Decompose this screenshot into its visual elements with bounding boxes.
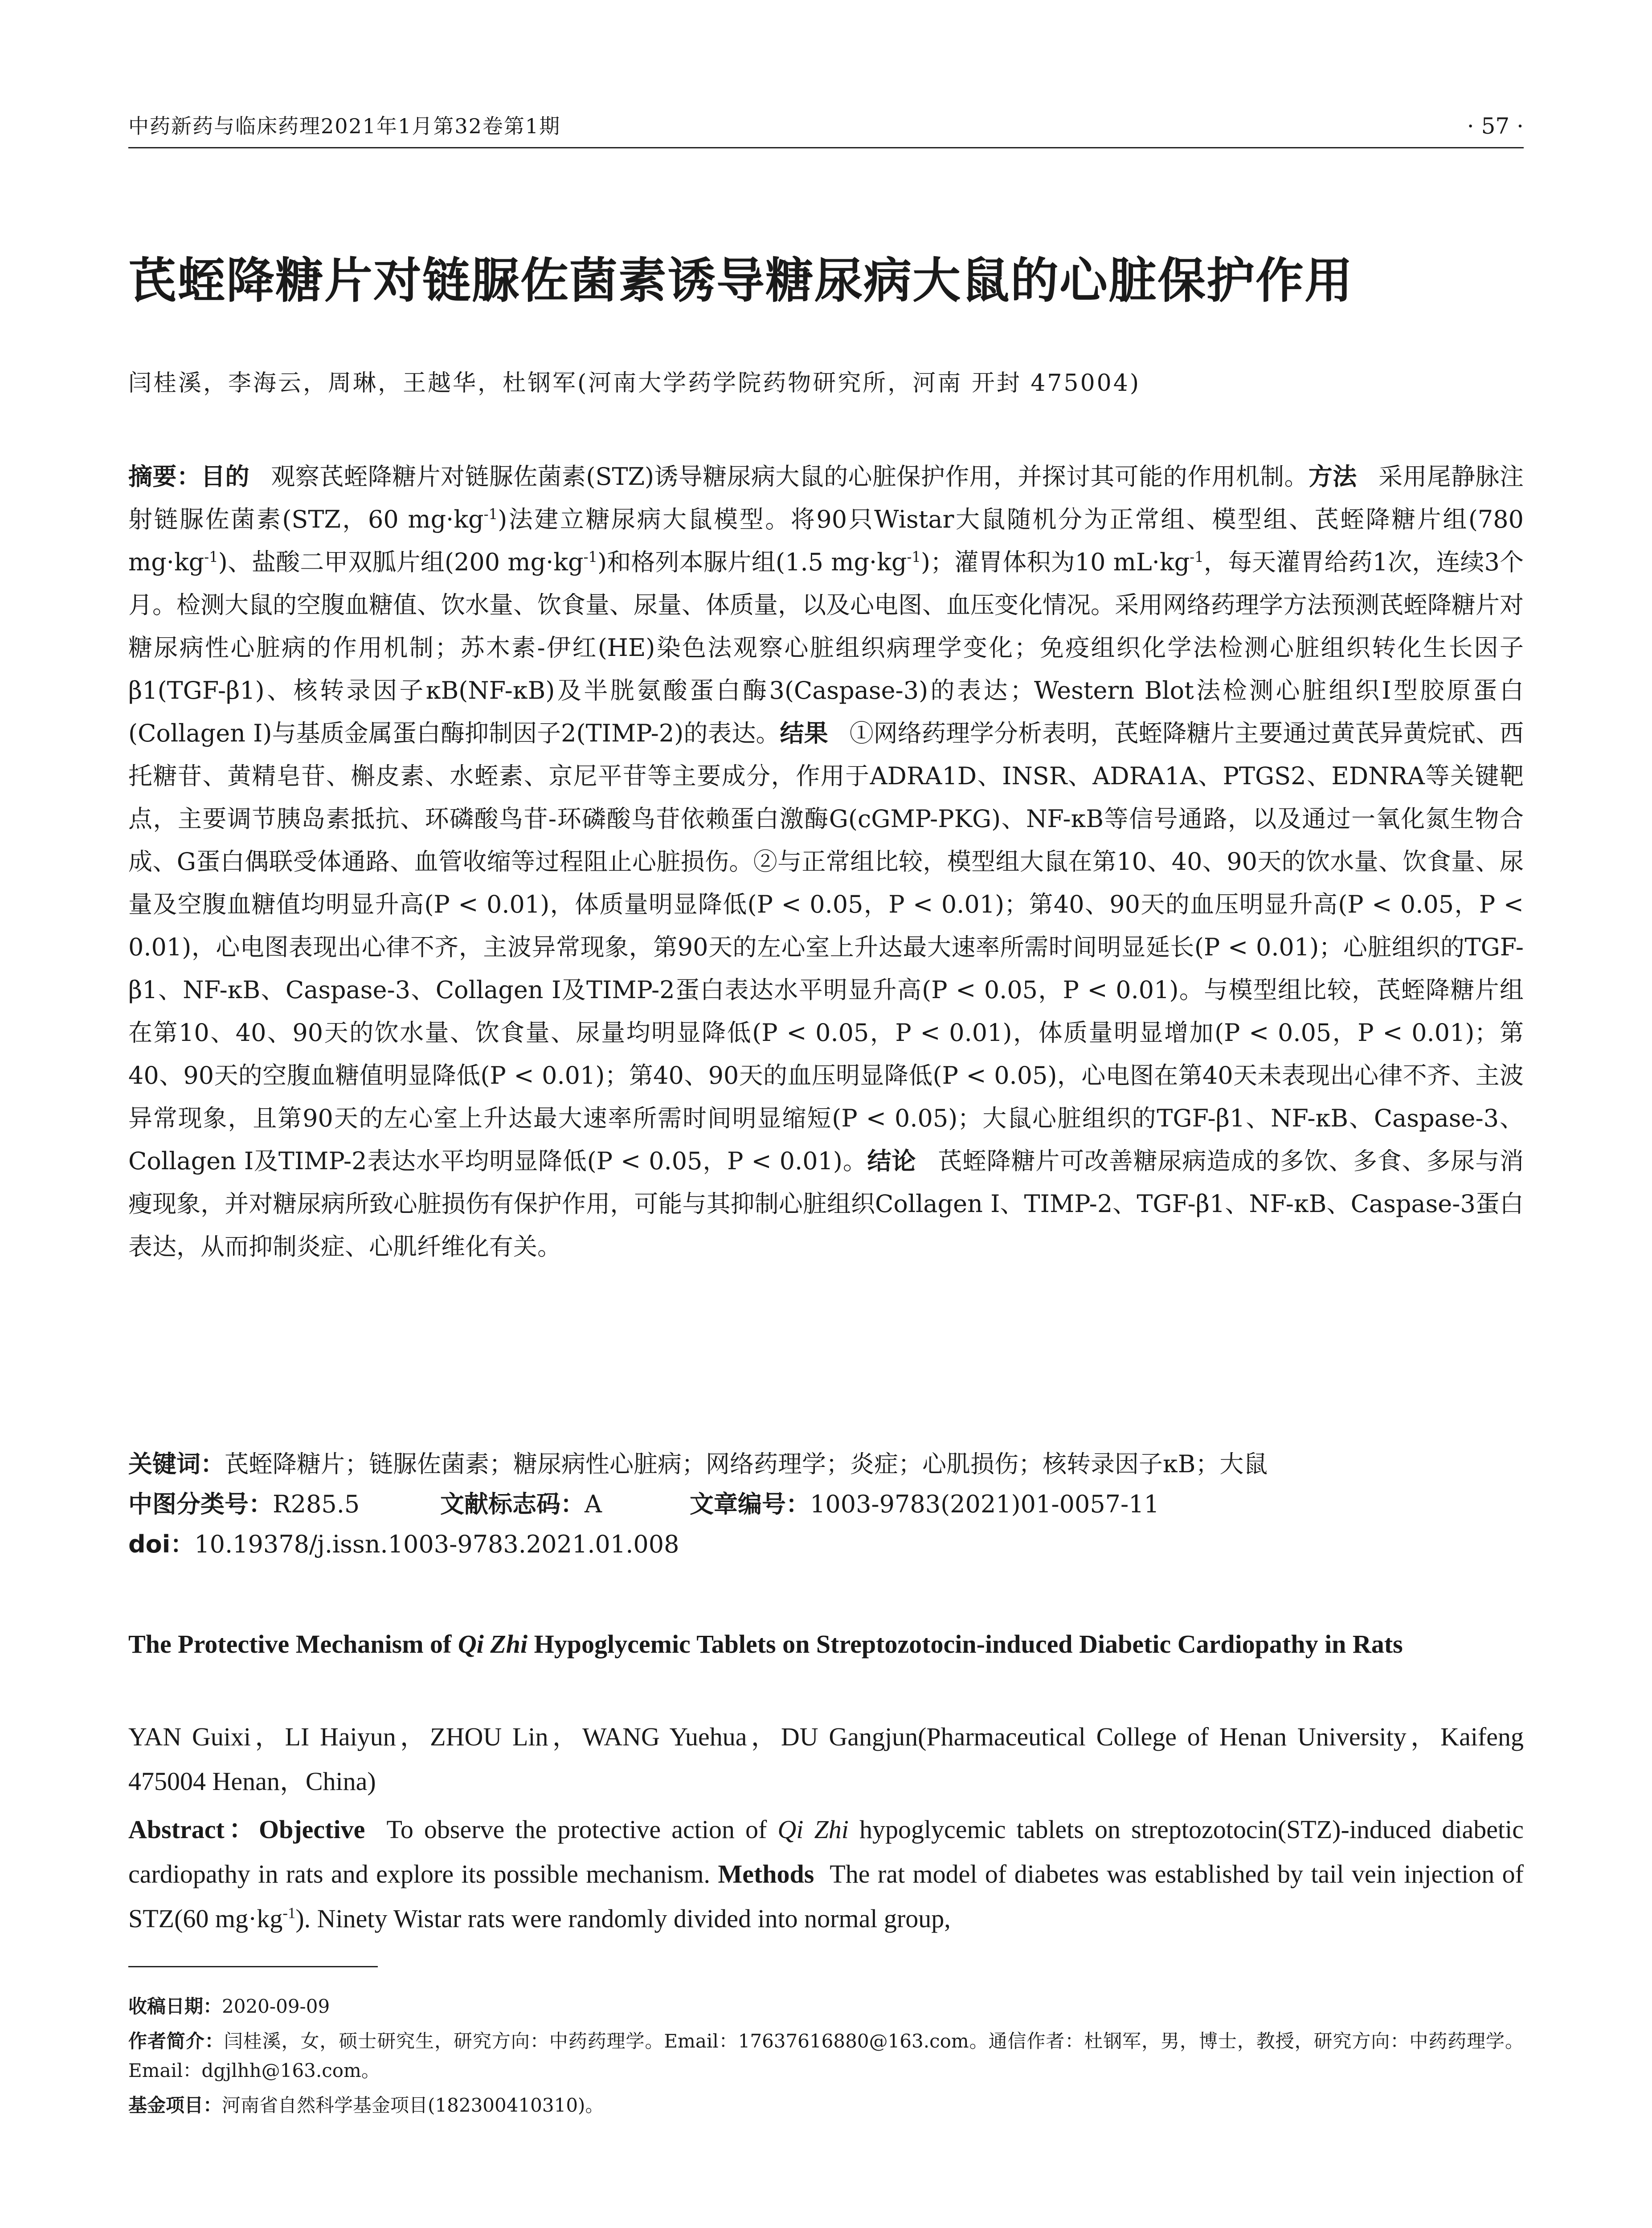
methods-text-e: )；灌胃体积为10 mL·kg xyxy=(921,548,1190,576)
received-label: 收稿日期： xyxy=(128,1995,222,2017)
title-en-part: Hypoglycemic Tablets on Streptozotocin-induced Diabetic Cardiopathy in Rats xyxy=(527,1630,1403,1659)
objective-en-text: hypoglycemic tablets on streptozotocin(STZ)-induced diabetic cardiopathy in rats and explore its possible mechanism. xyxy=(128,1815,1524,1888)
abstract-en-label: Abstract： xyxy=(128,1815,259,1844)
superscript: -1 xyxy=(1190,549,1204,565)
title-en-part: The Protective Mechanism of xyxy=(128,1630,458,1659)
methods-text-d: )和格列本脲片组(1.5 mg·kg xyxy=(597,548,907,576)
abstract-en xyxy=(128,1807,1524,1941)
superscript: -1 xyxy=(907,549,921,565)
objective-en-italic: Qi Zhi xyxy=(777,1815,849,1844)
keywords xyxy=(128,1446,1524,1483)
doi-label: doi： xyxy=(128,1530,195,1558)
methods-label: 方法 xyxy=(1308,463,1357,491)
footnote-author xyxy=(128,2027,1524,2085)
fund-label: 基金项目： xyxy=(128,2094,222,2116)
footnote-fund xyxy=(128,2091,1524,2120)
classification-line xyxy=(128,1486,1524,1523)
article-no-value: 1003-9783(2021)01-0057-11 xyxy=(810,1490,1160,1518)
results-label: 结果 xyxy=(780,719,828,747)
fund-text: 河南省自然科学基金项目(182300410310)。 xyxy=(222,2094,604,2116)
methods-en-text: The rat model of diabetes was established by tail vein injection of STZ(60 mg·kg xyxy=(128,1859,1524,1933)
keywords-text: 芪蛭降糖片；链脲佐菌素；糖尿病性心脏病；网络药理学；炎症；心肌损伤；核转录因子κB；大鼠 xyxy=(225,1450,1268,1478)
abstract-label: 摘要： xyxy=(128,463,201,491)
authors-cn: 闫桂溪，李海云，周琳，王越华，杜钢军(河南大学药学院药物研究所，河南 开封 475004) xyxy=(128,370,1141,397)
title-en-italic: Qi Zhi xyxy=(458,1630,528,1659)
clc-label: 中图分类号： xyxy=(128,1490,273,1518)
results-text: ①网络药理学分析表明，芪蛭降糖片主要通过黄芪异黄烷甙、西托糖苷、黄精皂苷、槲皮素、水蛭素、京尼平苷等主要成分，作用于ADRA1D、INSR、ADRA1A、PTGS2、EDNRA等关键靶点，主要调节胰岛素抵抗、环磷酸鸟苷-环磷酸鸟苷依赖蛋白激酶G(cGMP-PKG)、NF-κB等信号通路，以及通过一氧化氮生物合成、G蛋白偶联受体通路、血管收缩等过程阻止心脏损伤。②与正常组比较，模型组大鼠在第10、40、90天的饮水量、饮食量、尿量及空腹血糖值均明显升高(P < 0.01)，体质量明显降低(P < 0.05，P < 0.01)；第40、90天的血压明显升高(P < 0.05，P < 0.01)，心电图表现出心律不齐，主波异常现象，第90天的左心室上升达最大速率所需时间明显延长(P < 0.01)；心脏组织的TGF-β1、NF-κB、Caspase-3、Collagen I及TIMP-2蛋白表达水平明显升高(P < 0.05，P < 0.01)。与模型组比较，芪蛭降糖片组在第10、40、90天的饮水量、饮食量、尿量均明显降低(P < 0.05，P < 0.01)，体质量明显增加(P < 0.05，P < 0.01)；第40、90天的空腹血糖值明显降低(P < 0.01)；第40、90天的血压明显降低(P < 0.05)，心电图在第40天未表现出心律不齐、主波异常现象，且第90天的左心室上升达最大速率所需时间明显缩短(P < 0.05)；大鼠心脏组织的TGF-β1、NF-κB、Caspase-3、Collagen I及TIMP-2表达水平均明显降低(P < 0.05，P < 0.01)。 xyxy=(128,719,1524,1175)
superscript: -1 xyxy=(204,549,218,565)
article-no-label: 文章编号： xyxy=(690,1490,810,1518)
clc-value: R285.5 xyxy=(273,1490,360,1518)
objective-en-text: To observe the protective action of xyxy=(386,1815,778,1844)
conclusion-text: 芪蛭降糖片可改善糖尿病造成的多饮、多食、多尿与消瘦现象，并对糖尿病所致心脏损伤有保护作用，可能与其抑制心脏组织Collagen I、TIMP-2、TGF-β1、NF-κB、Caspase-3蛋白表达，从而抑制炎症、心肌纤维化有关。 xyxy=(128,1147,1524,1261)
methods-text-f: ，每天灌胃给药1次，连续3个月。检测大鼠的空腹血糖值、饮水量、饮食量、尿量、体质量，以及心电图、血压变化情况。采用网络药理学方法预测芪蛭降糖片对糖尿病性心脏病的作用机制；苏木素-伊红(HE)染色法观察心脏组织病理学变化；免疫组织化学法检测心脏组织转化生长因子β1(TGF-β1)、核转录因子κB(NF-κB)及半胱氨酸蛋白酶3(Caspase-3)的表达；Western Blot法检测心脏组织I型胶原蛋白(Collagen I)与基质金属蛋白酶抑制因子2(TIMP-2)的表达。 xyxy=(128,548,1524,747)
page-number: · 57 · xyxy=(1467,113,1524,139)
keywords-label: 关键词： xyxy=(128,1450,225,1478)
methods-text-b: )法建立糖尿病大鼠模型。将90只Wistar大鼠随机分为正常组、模型组、芪蛭降糖片组(780 mg·kg xyxy=(128,505,1524,576)
methods-text-c: )、盐酸二甲双胍片组(200 mg·kg xyxy=(218,548,584,576)
author-bio-label: 作者简介： xyxy=(128,2030,224,2052)
authors-en: YAN Guixi，LI Haiyun，ZHOU Lin，WANG Yuehua，DU Gangjun(Pharmaceutical College of Henan University，Kaifeng 475004 Henan，China) xyxy=(128,1722,1524,1796)
doc-code-label: 文献标志码： xyxy=(440,1490,585,1518)
footnote-received xyxy=(128,1992,1524,2021)
superscript: -1 xyxy=(583,549,598,565)
methods-en-label: Methods xyxy=(718,1859,814,1888)
abstract-cn xyxy=(128,455,1524,1268)
article-title-cn: 芪蛭降糖片对链脲佐菌素诱导糖尿病大鼠的心脏保护作用 xyxy=(128,253,1354,309)
received-date: 2020-09-09 xyxy=(222,1995,330,2017)
objective-label: 目的 xyxy=(201,463,249,491)
doi-line xyxy=(128,1526,1524,1563)
methods-text-a: 采用尾静脉注射链脲佐菌素(STZ，60 mg·kg xyxy=(128,463,1524,533)
superscript: -1 xyxy=(483,506,498,523)
doi-value[interactable]: 10.19378/j.issn.1003-9783.2021.01.008 xyxy=(194,1530,679,1558)
footnote-rule xyxy=(128,1966,378,1967)
superscript: -1 xyxy=(282,1904,296,1922)
author-bio-text: 闫桂溪，女，硕士研究生，研究方向：中药药理学。Email：17637616880@163.com。通信作者：杜钢军，男，博士，教授，研究方向：中药药理学。Email：dgjlhh@163.com。 xyxy=(128,2030,1524,2081)
objective-text: 观察芪蛭降糖片对链脲佐菌素(STZ)诱导糖尿病大鼠的心脏保护作用，并探讨其可能的作用机制。 xyxy=(270,463,1309,491)
conclusion-label: 结论 xyxy=(867,1147,916,1175)
doc-code-value: A xyxy=(585,1490,602,1518)
methods-en-text: ). Ninety Wistar rats were randomly divided into normal group, xyxy=(295,1904,951,1933)
objective-en-label: Objective xyxy=(258,1815,365,1844)
running-header xyxy=(128,111,1524,142)
article-title-en xyxy=(128,1622,1524,1667)
journal-info: 中药新药与临床药理2021年1月第32卷第1期 xyxy=(128,114,561,138)
header-rule xyxy=(128,147,1524,148)
